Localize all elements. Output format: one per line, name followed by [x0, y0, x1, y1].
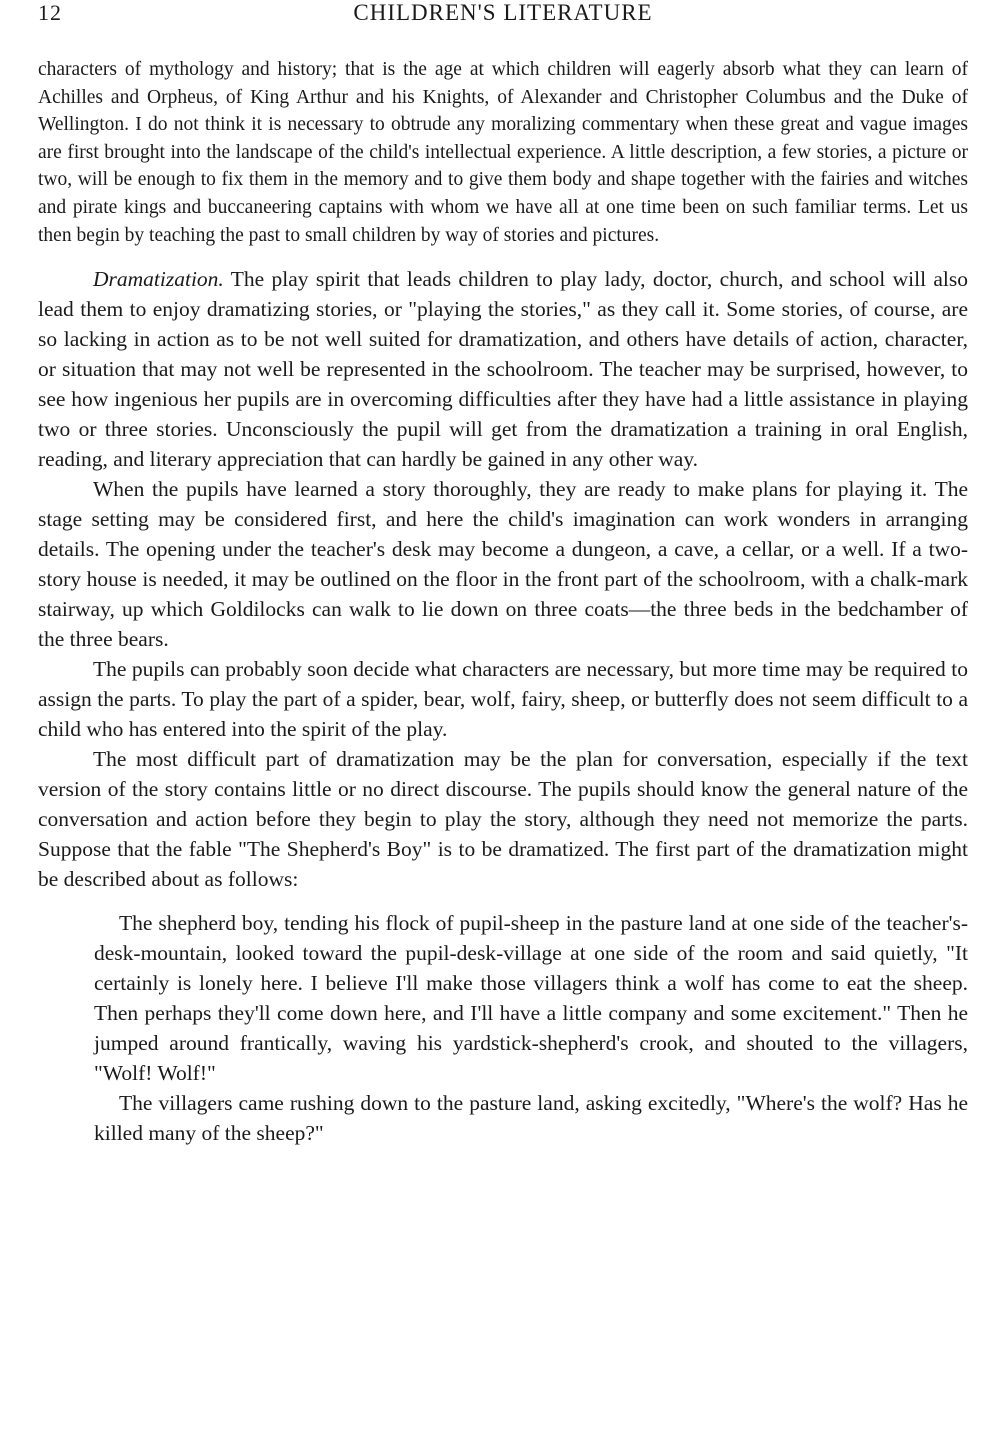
page-header [38, 0, 968, 40]
quote-paragraph-2: The villagers came rushing down to the pasture land, asking excitedly, "Where's the wolf? Has he killed many of the sheep?" [94, 1091, 968, 1146]
running-title: CHILDREN'S LITERATURE [353, 0, 653, 25]
section-heading: Dramatization. [93, 267, 224, 292]
dramatization-paragraph-3: The pupils can probably soon decide what characters are necessary, but more time may be required to assign the parts. To play the part of a spider, bear, wolf, fairy, sheep, or butterfly does not seem difficult to a child who has entered into the spirit of the play. [38, 657, 968, 742]
dramatization-paragraph-2: When the pupils have learned a story thoroughly, they are ready to make plans for playing it. The stage setting may be considered first, and here the child's imagination can work wonders in arranging details. The opening under the teacher's desk may become a dungeon, a cave, a cellar, or a well. If a two-story house is needed, it may be outlined on the floor in the front part of the schoolroom, with a chalk-mark stairway, up which Goldilocks can walk to lie down on three coats—the three beds in the bedchamber of the three bears. [38, 477, 968, 652]
dramatization-paragraph-4: The most difficult part of dramatization may be the plan for conversation, especially if the text version of the story contains little or no direct discourse. The pupils should know the general nature of the conversation and action before they begin to play the story, although they need not memorize the parts. Suppose that the fable "The Shepherd's Boy" is to be dramatized. The first part of the dramatization might be described about as follows: [38, 747, 968, 892]
paragraph-text: The play spirit that leads children to play lady, doctor, church, and school will also lead them to enjoy dramatizing stories, or "playing the stories," as they call it. Some stories, of course, are so lacking in action as to be not well suited for dramatization, and others have details of action, character, or situation that may not well be represented in the schoolroom. The teacher may be surprised, however, to see how ingenious her pupils are in overcoming difficulties after they have had a little assistance in playing two or three stories. Unconsciously the pupil will get from the dramatization a training in oral English, reading, and literary appreciation that can hardly be gained in any other way. [38, 267, 968, 472]
quote-paragraph-1: The shepherd boy, tending his flock of pupil-sheep in the pasture land at one side of the teacher's-desk-mountain, looked toward the pupil-desk-village at one side of the room and said quietly, "It certainly is lonely here. I believe I'll make those villagers think a wolf has come to eat the sheep. Then perhaps they'll come down here, and I'll have a little company and some excitement." Then he jumped around frantically, waving his yardstick-shepherd's crook, and shouted to the villagers, "Wolf! Wolf!" [94, 911, 968, 1086]
continuation-paragraph: characters of mythology and history; that is the age at which children will eagerly absorb what they can learn of Achilles and Orpheus, of King Arthur and his Knights, of Alexander and Christopher Columbus and the Duke of Wellington. I do not think it is necessary to obtrude any moralizing commentary when these great and vague images are first brought into the landscape of the child's intellectual experience. A little description, a few stories, a picture or two, will be enough to fix them in the memory and to give them body and shape together with the fairies and witches and pirate kings and buccaneering captains with whom we have all at one time been on such familiar terms. Let us then begin by teaching the past to small children by way of stories and pictures. [38, 59, 968, 246]
page-number: 12 [38, 0, 62, 25]
block-quote [94, 908, 968, 1148]
book-page [38, 0, 968, 1148]
dramatization-paragraph-1 [38, 264, 968, 474]
